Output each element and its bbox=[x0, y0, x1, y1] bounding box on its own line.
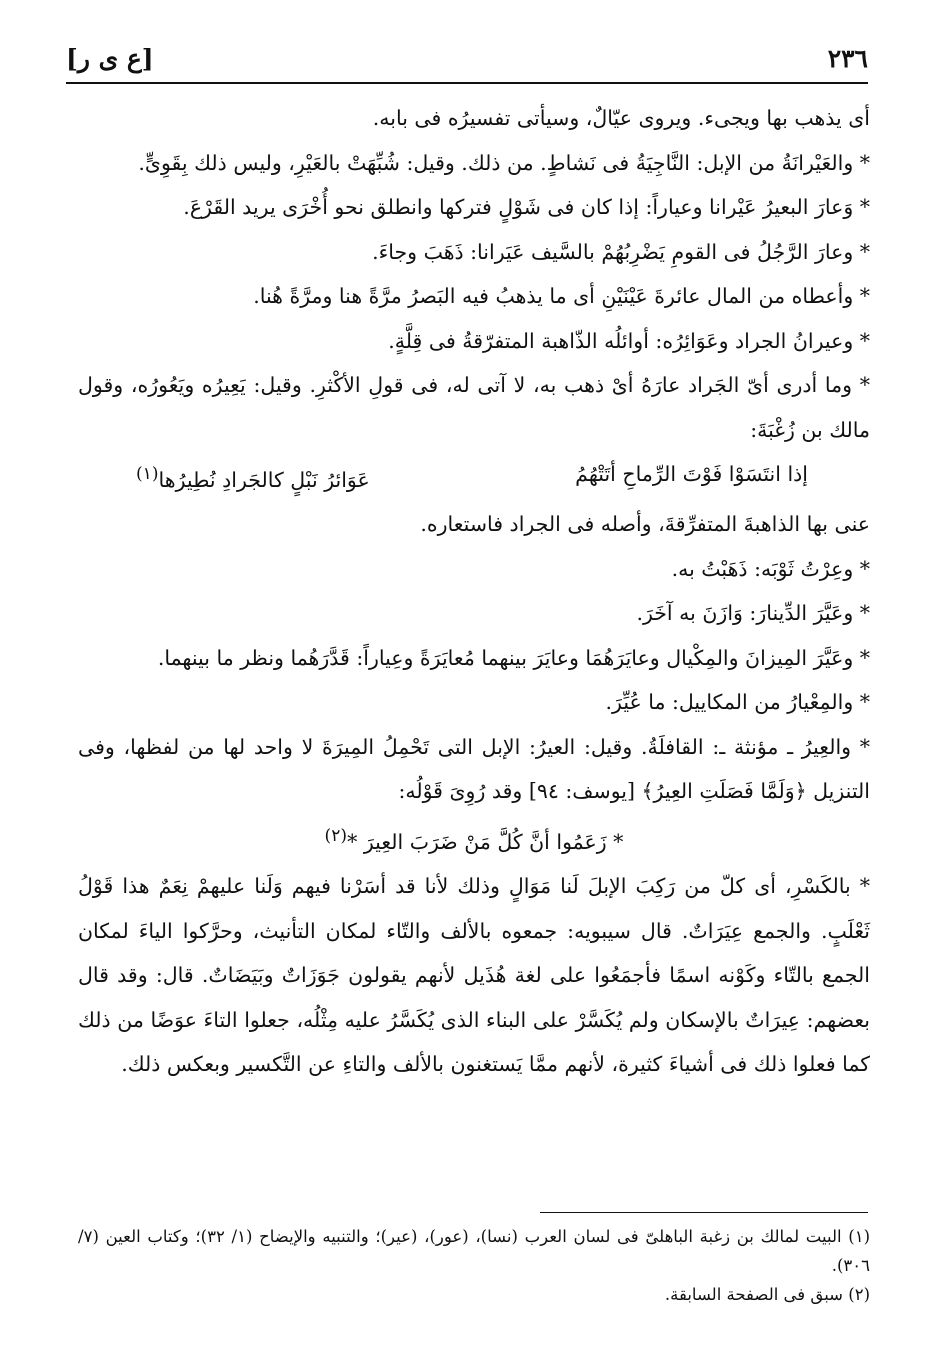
paragraph: * والمِعْيارُ من المكاييل: ما عُيِّرَ. bbox=[605, 690, 870, 715]
quoted-verse bbox=[78, 814, 870, 864]
paragraph: أى يذهب بها ويجىء. ويروى عيّالٌ، وسيأتى تفسيرُه فى بابه. bbox=[372, 106, 870, 130]
verse-second-text: عَوَائرُ نَبْلٍ كالجَرادِ نُطِيرُها bbox=[158, 467, 370, 492]
paragraph: * وعارَ الرَّجُلُ فى القومِ يَضْرِبُهُمْ بالسَّيف عَيَرانا: ذَهَبَ وجاءَ. bbox=[372, 239, 870, 264]
paragraph: * وما أدرى أىّ الجَراد عارَهُ أىْ ذهب به، لا آتى له، فى قولِ الأكْثرِ. وقيل: يَعِيرُه ويَعُورُه، وقول مالك بن زُغْبَةَ: bbox=[78, 373, 870, 442]
verse-second-hemistich bbox=[136, 452, 370, 502]
paragraph: * وأعطاه من المال عائرةَ عَيْنَيْنِ أى ما يذهبُ فيه البَصرُ مرَّةً هنا ومرَّةً هُنا. bbox=[253, 284, 870, 308]
footnote-ref: (١) bbox=[136, 464, 159, 484]
page-header bbox=[66, 40, 868, 76]
paragraph: * وعِرْتُ ثَوْبَه: ذَهَبْتُ به. bbox=[671, 556, 870, 581]
poem-verse bbox=[78, 452, 870, 502]
paragraph: * والعَيْرانَةُ من الإبل: النَّاجِيَةُ فى نَشاطٍ. من ذلك. وقيل: شُبِّهَتْ بالعَيْرِ، وليس ذلك بِقَوِىٍّ. bbox=[138, 150, 870, 175]
paragraph: * والعِيرُ ـ مؤنثة ـ: القافلَةُ. وقيل: العيرُ: الإبل التى تَحْمِلُ المِيرَةَ لا واحد لها من لفظها، وفى التنزيل ﴿وَلَمَّا فَصَلَتِ العِيرُ﴾ [يوسف: ٩٤] وقد رُوِىَ قَوْلُه: bbox=[78, 734, 870, 804]
footnote-1: (١) البيت لمالك بن زغبة الباهلىّ فى لسان العرب (نسا)، (عور)، (عير)؛ والتنبيه والإيضاح (١/ ٣٢)؛ وكتاب العين (٧/ ٣٠٦). bbox=[78, 1227, 871, 1275]
quoted-verse-text: * زَعَمُوا أنَّ كُلَّ مَنْ ضَرَبَ العِيرَ * bbox=[347, 829, 624, 854]
paragraph: * بالكَسْرِ، أى كلّ من رَكِبَ الإبلَ لَنا مَوَالٍ وذلك لأنا قد أسَرْنا فيهم وَلَنا عليهمْ نِعَمٌ هذا قَوْلُ ثَعْلَبٍ. والجمع عِيَرَاتٌ. قال سيبويه: جمعوه بالألف والتّاء لمكان التأنيث، وحرَّكوا الياءَ لمكان الجمع بالتّاء وكَوْنه اسمًا فأجمَعُوا على لغة هُذَيل لأنهم يقولون جَوَزَاتٌ وبَيَضَاتٌ. قال: وقد قال بعضهم: عِيرَاتٌ بالإسكان ولم يُكَسَّرْ على البناء الذى يُكَسَّرُ عليه مِثْلُه، جعلوا التاءَ عوَضًا من ذلك كما فعلوا ذلك فى أشياءَ كثيرة، لأنهم ممَّا يَستغنون بالألف والتاءِ عن التَّكسير وبعكس ذلك. bbox=[78, 874, 870, 1077]
paragraph: * وَعارَ البعيرُ عَيْرانا وعياراً: إذا كان فى شَوْلٍ فتركها وانطلق نحو أُخْرَى يريد القَرْعَ. bbox=[183, 195, 870, 219]
footnote-ref: (٢) bbox=[324, 825, 348, 846]
root-label: [ع ى ر] bbox=[66, 43, 154, 73]
footnotes bbox=[78, 1222, 870, 1309]
paragraph: * وعيرانُ الجراد وعَوَائِرُه: أوائلُه الذّاهبة المتفرّقةُ فى قِلَّةٍ. bbox=[388, 328, 870, 353]
paragraph: عنى بها الذاهبةَ المتفرِّقةَ، وأصله فى الجراد فاستعاره. bbox=[420, 512, 870, 537]
main-text bbox=[78, 96, 870, 1087]
verse-first-hemistich: إذا انتَسَوْا فَوْتَ الرِّماحِ أتَتْهُمُ bbox=[575, 462, 808, 486]
paragraph: * وعَيَّرَ المِيزانَ والمِكْيال وعايَرَهُمَا وعايَرَ بينهما مُعايَرَةً وعِياراً: قَدَّرَهُما ونظر ما بينهما. bbox=[157, 645, 870, 670]
page-number: ٢٣٦ bbox=[827, 43, 868, 73]
header-rule bbox=[66, 82, 868, 84]
footnote-rule bbox=[540, 1212, 868, 1213]
paragraph: * وعَيَّرَ الدِّينارَ: وَازَنَ به آخَرَ. bbox=[636, 601, 870, 626]
footnote-2: (٢) سبق فى الصفحة السابقة. bbox=[664, 1285, 870, 1304]
